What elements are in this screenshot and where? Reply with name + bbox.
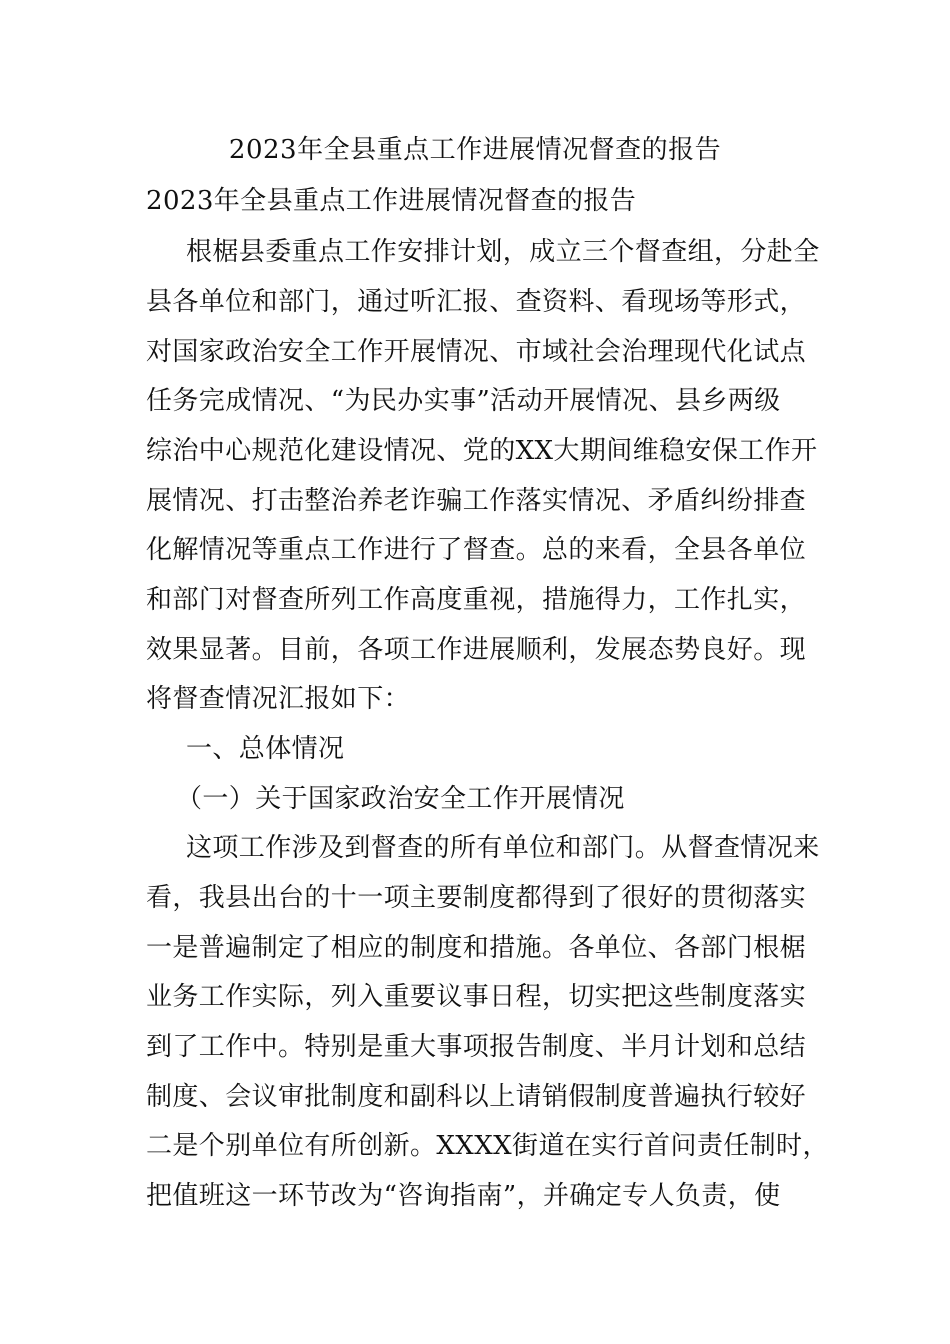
intro-line: 将督查情况汇报如下：	[146, 684, 411, 714]
document-subtitle: 2023年全县重点工作进展情况督查的报告	[146, 186, 637, 216]
intro-line: 根椐县委重点工作安排计划，成立三个督查组，分赴全	[186, 237, 820, 267]
body-line: 这项工作涉及到督查的所有单位和部门。从督查情况来	[186, 833, 820, 863]
body-line: 一是普遍制定了相应的制度和措施。各单位、各部门根椐	[146, 933, 807, 963]
body-line: 看，我县出台的十一项主要制度都得到了很好的贯彻落实	[146, 883, 807, 913]
section-heading: 一、总体情况	[186, 734, 345, 764]
body-line: 把值班这一环节改为“咨询指南”，并确定专人负责，使	[146, 1181, 781, 1211]
body-line: 业务工作实际，列入重要议事日程，切实把这些制度落实	[146, 982, 807, 1012]
intro-line: 和部门对督查所列工作高度重视，措施得力，工作扎实，	[146, 585, 807, 615]
intro-line: 对国家政治安全工作开展情况、市域社会治理现代化试点	[146, 337, 807, 367]
intro-line: 化解情况等重点工作进行了督查。总的来看，全县各单位	[146, 535, 807, 565]
document-title: 2023年全县重点工作进展情况督查的报告	[228, 135, 722, 165]
intro-line: 效果显著。目前，各项工作进展顺利，发展态势良好。现	[146, 635, 807, 665]
subsection-heading: （一）关于国家政治安全工作开展情况	[176, 784, 625, 814]
body-line: 二是个别单位有所创新。XXXX街道在实行首问责任制时，	[146, 1131, 829, 1161]
intro-line: 县各单位和部门，通过听汇报、查资料、看现场等形式，	[146, 287, 807, 317]
body-line: 制度、会议审批制度和副科以上请销假制度普遍执行较好	[146, 1082, 807, 1112]
intro-line: 任务完成情况、“为民办实事”活动开展情况、县乡两级	[146, 386, 781, 416]
intro-line: 综治中心规范化建设情况、党的XX大期间维稳安保工作开	[146, 436, 818, 466]
body-line: 到了工作中。特别是重大事项报告制度、半月计划和总结	[146, 1032, 807, 1062]
intro-line: 展情况、打击整治养老诈骗工作落实情况、矛盾纠纷排查	[146, 486, 807, 516]
